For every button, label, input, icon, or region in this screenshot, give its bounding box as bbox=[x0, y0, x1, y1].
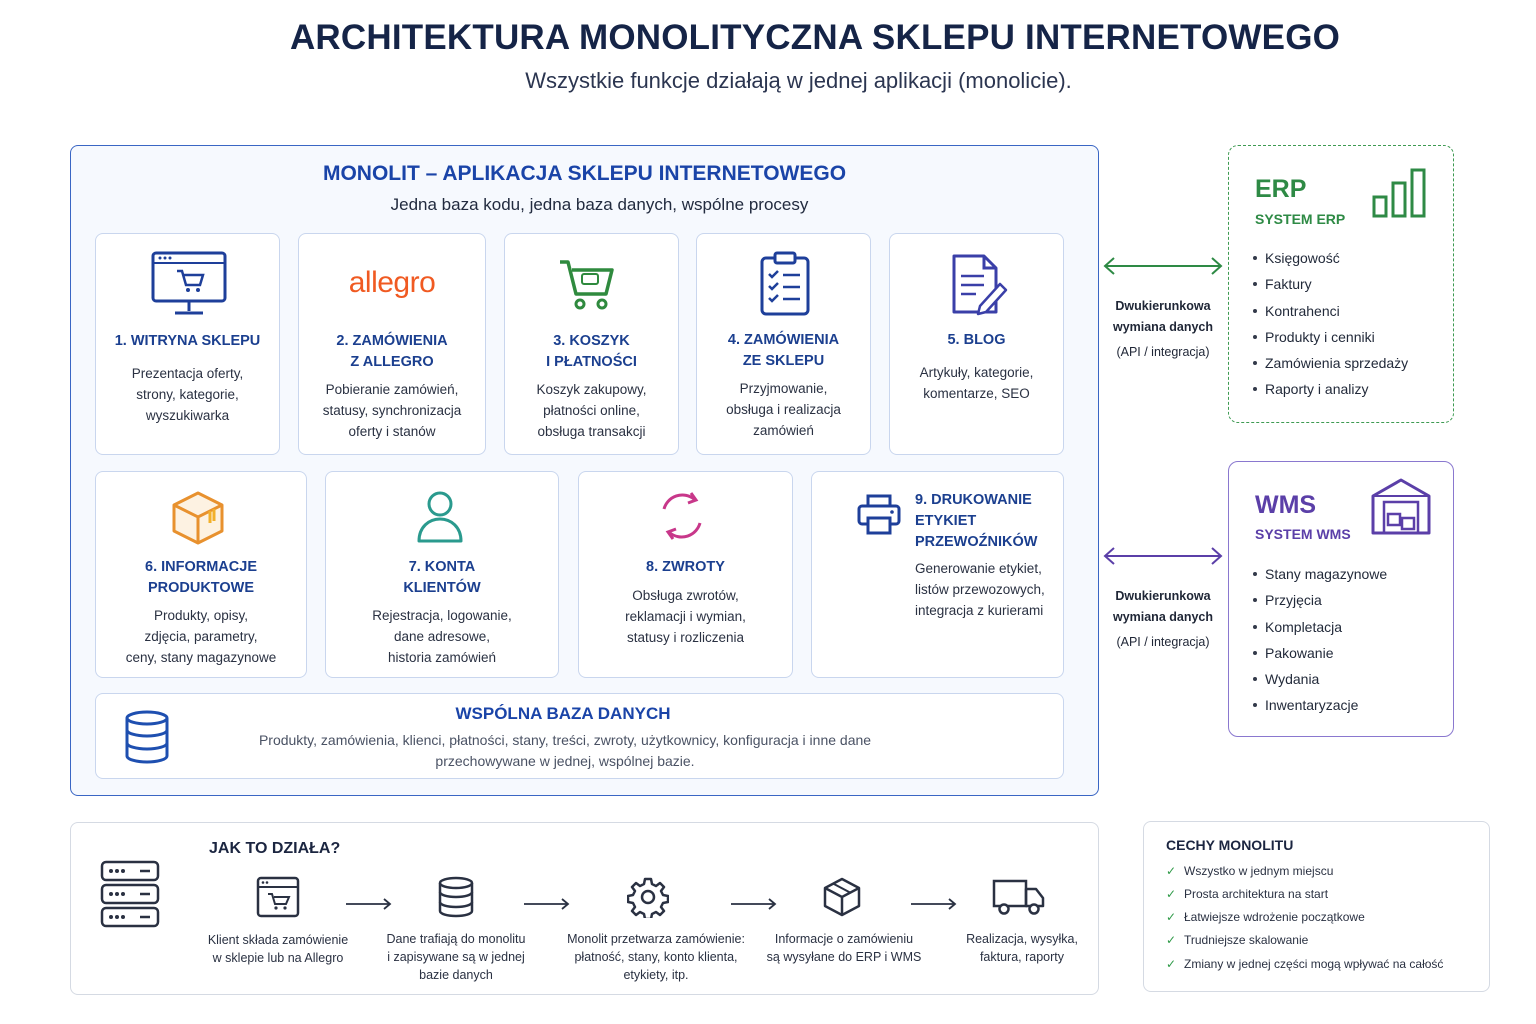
module-title: 9. DRUKOWANIE ETYKIET PRZEWOŹNIKÓW bbox=[915, 492, 1038, 550]
module-title: 4. ZAMÓWIENIA ZE SKLEPU bbox=[727, 332, 840, 369]
list-item: Raporty i analizy bbox=[1251, 376, 1408, 402]
user-icon bbox=[415, 489, 465, 543]
package-icon bbox=[821, 876, 863, 918]
erp-bidirectional-arrow bbox=[1100, 254, 1226, 278]
monitor-cart-icon bbox=[149, 249, 229, 319]
arrow-right-icon bbox=[729, 896, 779, 912]
step-fulfilment: Realizacja, wysyłka, faktura, raporty bbox=[966, 932, 1078, 964]
list-item: Inwentaryzacje bbox=[1251, 692, 1387, 718]
erp-arrow-label: Dwukierunkowa wymiana danych (API / integracja) bbox=[1112, 299, 1214, 359]
database-icon bbox=[437, 876, 475, 918]
list-item: Przyjęcia bbox=[1251, 587, 1387, 613]
module-desc: Przyjmowanie, obsługa i realizacja zamówień bbox=[726, 381, 841, 438]
truck-icon bbox=[992, 878, 1046, 916]
arrow-right-icon bbox=[344, 896, 394, 912]
list-item: Kontrahenci bbox=[1251, 298, 1408, 324]
refresh-arrows-icon bbox=[655, 489, 709, 543]
list-item: Stany magazynowe bbox=[1251, 561, 1387, 587]
module-title: 2. ZAMÓWIENIA Z ALLEGRO bbox=[336, 333, 448, 370]
module-card-blog bbox=[889, 233, 1064, 455]
browser-cart-icon bbox=[256, 876, 300, 918]
module-title: 3. KOSZYK I PŁATNOŚCI bbox=[546, 333, 637, 370]
wms-arrow-label: Dwukierunkowa wymiana danych (API / integracja) bbox=[1112, 589, 1214, 649]
trait-item: ✓ Trudniejsze skalowanie bbox=[1166, 933, 1309, 947]
module-title: 1. WITRYNA SKLEPU bbox=[114, 333, 261, 349]
trait-item: ✓ Prosta architektura na start bbox=[1166, 887, 1329, 901]
wms-bidirectional-arrow bbox=[1100, 544, 1226, 568]
module-desc: Produkty, opisy, zdjęcia, parametry, ceny, stany magazynowe bbox=[125, 608, 277, 665]
wms-function-list bbox=[1251, 561, 1387, 719]
module-card-allegro bbox=[298, 233, 486, 455]
check-icon: ✓ bbox=[1166, 933, 1177, 947]
list-item: Kompletacja bbox=[1251, 614, 1387, 640]
module-card-returns bbox=[578, 471, 793, 678]
module-desc: Prezentacja oferty, strony, kategorie, wyszukiwarka bbox=[131, 366, 244, 423]
trait-item: ✓ Łatwiejsze wdrożenie początkowe bbox=[1166, 910, 1365, 924]
list-item: Księgowość bbox=[1251, 245, 1408, 271]
page-title: ARCHITEKTURA MONOLITYCZNA SKLEPU INTERNETOWEGO bbox=[289, 18, 1341, 57]
document-pen-icon bbox=[950, 252, 1012, 316]
check-icon: ✓ bbox=[1166, 910, 1177, 924]
check-icon: ✓ bbox=[1166, 864, 1177, 878]
erp-subtitle: SYSTEM ERP bbox=[1255, 211, 1346, 227]
step-order-processed: Monolit przetwarza zamówienie: płatność, stany, konto klienta, etykiety, itp. bbox=[567, 932, 745, 982]
module-card-shop-orders bbox=[696, 233, 871, 455]
module-desc: Koszyk zakupowy, płatności online, obsługa transakcji bbox=[536, 382, 647, 439]
module-desc: Rejestracja, logowanie, dane adresowe, historia zamówień bbox=[372, 608, 512, 665]
module-title: 5. BLOG bbox=[947, 332, 1006, 348]
monolith-title: MONOLIT – APLIKACJA SKLEPU INTERNETOWEGO bbox=[322, 162, 847, 185]
shared-database-title: WSPÓLNA BAZA DANYCH bbox=[455, 704, 671, 723]
wms-name: WMS bbox=[1255, 491, 1317, 519]
module-desc: Pobieranie zamówień, statusy, synchronizacja oferty i stanów bbox=[322, 382, 462, 439]
module-card-customer-accounts bbox=[325, 471, 559, 678]
trait-item: ✓ Wszystko w jednym miejscu bbox=[1166, 864, 1334, 878]
warehouse-icon bbox=[1370, 476, 1432, 536]
server-rack-icon bbox=[100, 860, 160, 928]
cart-icon bbox=[558, 256, 618, 316]
printer-icon bbox=[857, 494, 901, 536]
module-desc: Artykuły, kategorie, komentarze, SEO bbox=[919, 365, 1034, 401]
monolith-subtitle: Jedna baza kodu, jedna baza danych, wspólne procesy bbox=[390, 195, 809, 214]
monolith-traits-title: CECHY MONOLITU bbox=[1166, 837, 1294, 853]
gear-icon bbox=[627, 876, 669, 918]
list-item: Faktury bbox=[1251, 271, 1408, 297]
list-item: Wydania bbox=[1251, 666, 1387, 692]
module-title: 8. ZWROTY bbox=[646, 559, 725, 575]
box-icon bbox=[170, 489, 226, 545]
module-title: 7. KONTA KLIENTÓW bbox=[403, 559, 481, 596]
module-card-shipping-labels bbox=[811, 471, 1064, 678]
module-card-product-info bbox=[95, 471, 307, 678]
trait-item: ✓ Zmiany w jednej części mogą wpływać na całość bbox=[1166, 957, 1444, 971]
clipboard-checklist-icon bbox=[759, 250, 811, 318]
erp-function-list bbox=[1251, 245, 1408, 403]
wms-subtitle: SYSTEM WMS bbox=[1255, 526, 1351, 542]
how-it-works-title: JAK TO DZIAŁA? bbox=[209, 840, 341, 857]
step-sent-to-erp-wms: Informacje o zamówieniu są wysyłane do ERP i WMS bbox=[766, 932, 922, 964]
step-order-placed: Klient składa zamówienie w sklepie lub na Allegro bbox=[207, 933, 349, 965]
allegro-logo: allegro bbox=[348, 266, 436, 299]
bar-chart-icon bbox=[1371, 167, 1429, 219]
check-icon: ✓ bbox=[1166, 957, 1177, 971]
module-title: 6. INFORMACJE PRODUKTOWE bbox=[145, 559, 257, 596]
list-item: Zamówienia sprzedaży bbox=[1251, 350, 1408, 376]
module-card-storefront bbox=[95, 233, 280, 455]
module-desc: Obsługa zwrotów, reklamacji i wymian, statusy i rozliczenia bbox=[625, 588, 746, 645]
module-card-cart bbox=[504, 233, 679, 455]
erp-name: ERP bbox=[1255, 175, 1307, 203]
shared-database-desc: Produkty, zamówienia, klienci, płatności, stany, treści, zwroty, użytkownicy, konfiguracja i inne dane przechowywane w jednej, wspólnej bazie. bbox=[258, 732, 872, 769]
arrow-right-icon bbox=[909, 896, 959, 912]
page-subtitle: Wszystkie funkcje działają w jednej aplikacji (monolicie). bbox=[525, 68, 1072, 93]
check-icon: ✓ bbox=[1166, 887, 1177, 901]
list-item: Produkty i cenniki bbox=[1251, 324, 1408, 350]
module-desc: Generowanie etykiet, listów przewozowych, integracja z kurierami bbox=[915, 561, 1045, 618]
arrow-right-icon bbox=[522, 896, 572, 912]
step-data-saved: Dane trafiają do monolitu i zapisywane są w jednej bazie danych bbox=[386, 932, 526, 982]
list-item: Pakowanie bbox=[1251, 640, 1387, 666]
